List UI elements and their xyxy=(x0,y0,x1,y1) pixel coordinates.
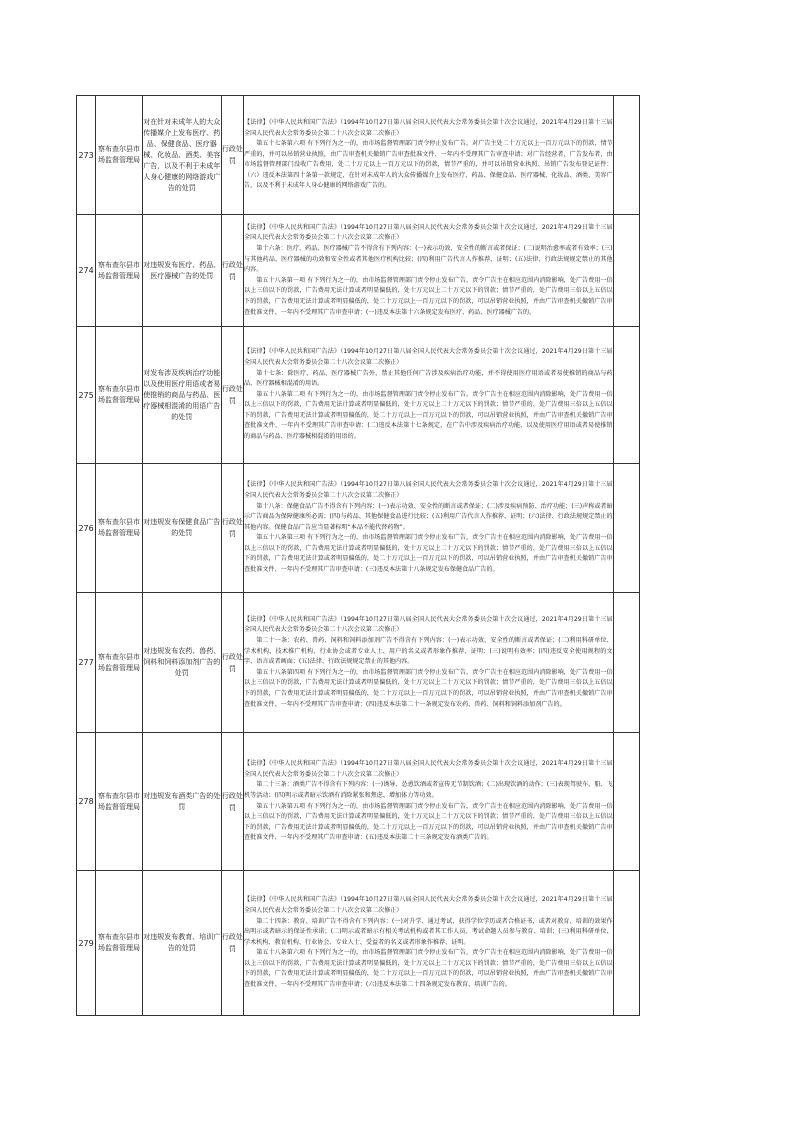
legal-basis-paragraph: 【法律】《中华人民共和国广告法》（1994年10月27日第八届全国人民代表大会常务委员会第十次会议通过，2021年4月29日第十三届全国人民代表大会常务委员会第二十八次会议第二次修正） xyxy=(244,760,613,778)
table-row xyxy=(77,733,640,871)
legal-basis-paragraph: 第五十八条第六项 有下列行为之一的，由市场监督管理部门责令停止发布广告，责令广告主在相应范围内消除影响，处广告费用一倍以上三倍以下的罚款，广告费用无法计算或者明显偏低的，处十万元以上二十万元以下的罚款；情节严重的，处广告费用三倍以上五倍以下的罚款，广告费用无法计算或者明显偏低的，处二十万元以上一百万元以下的罚款，可以吊销营业执照，并由广告审查机关撤销广告审查批准文件、一年内不受理其广告审查申请：(六)违反本法第二十四条规定发布教育、培训广告的。 xyxy=(244,949,613,989)
enforcement-agency: 察布查尔县市场监督管理局 xyxy=(96,593,143,733)
power-type: 行政处罚 xyxy=(221,871,243,1016)
legal-basis-paragraph: 第十六条：医疗、药品、医疗器械广告不得含有下列内容：(一)表示功效、安全性的断言或者保证；(二)说明治愈率或者有效率；(三)与其他药品、医疗器械的功效和安全性或者其他医疗机构比较；(四)利用广告代言人作推荐、证明；(五)法律、行政法规规定禁止的其他内容。 xyxy=(244,245,613,274)
power-type: 行政处罚 xyxy=(221,733,243,871)
legal-basis-paragraph: 【法律】《中华人民共和国广告法》（1994年10月27日第八届全国人民代表大会常务委员会第十次会议通过，2021年4月29日第十三届全国人民代表大会常务委员会第二十八次会议第二次修正） xyxy=(244,481,613,499)
legal-basis-paragraph: 第十七条：除医疗、药品、医疗器械广告外，禁止其他任何广告涉及疾病治疗功能，并不得使用医疗用语或者易使推销的商品与药品、医疗器械相混淆的用语。 xyxy=(244,369,613,388)
legal-basis-paragraph: 【法律】《中华人民共和国广告法》（1994年10月27日第八届全国人民代表大会常务委员会第十次会议通过，2021年4月29日第十三届全国人民代表大会常务委员会第二十八次会议第二次修正） xyxy=(244,348,613,366)
enforcement-agency: 察布查尔县市场监督管理局 xyxy=(96,215,143,327)
legal-basis-paragraph: 第五十八条第一项 有下列行为之一的，由市场监督管理部门责令停止发布广告，责令广告主在相应范围内消除影响，处广告费用一倍以上三倍以下的罚款，广告费用无法计算或者明显偏低的，处十万元以上二十万元以下的罚款；情节严重的，处广告费用三倍以上五倍以下的罚款，广告费用无法计算或者明显偏低的，处二十万元以上一百万元以下的罚款，可以吊销营业执照，并由广告审查机关撤销广告审查批准文件、一年内不受理其广告审查申请：(一)违反本法第十六条规定发布医疗、药品、医疗器械广告的。 xyxy=(244,276,613,316)
row-number: 274 xyxy=(77,215,96,327)
enforcement-agency: 察布查尔县市场监督管理局 xyxy=(96,733,143,871)
table-row xyxy=(77,871,640,1016)
legal-basis-paragraph: 第二十四条：教育、培训广告不得含有下列内容：(一)对升学、通过考试、获得学位学历或者合格证书，或者对教育、培训的效果作出明示或者暗示的保证性承诺；(二)明示或者暗示有相关考试机构或者其工作人员、考试命题人员参与教育、培训；(三)利用科研单位、学术机构、教育机构、行业协会、专业人士、受益者的名义或者形象作推荐、证明。 xyxy=(244,917,613,946)
power-type: 行政处罚 xyxy=(221,464,243,593)
power-type: 行政处罚 xyxy=(221,215,243,327)
legal-basis-paragraph: 第五十八条第五项 有下列行为之一的，由市场监督管理部门责令停止发布广告，责令广告主在相应范围内消除影响，处广告费用一倍以上三倍以下的罚款，广告费用无法计算或者明显偏低的，处十万元以上二十万元以下的罚款；情节严重的，处广告费用三倍以上五倍以下的罚款，广告费用无法计算或者明显偏低的，处二十万元以上一百万元以下的罚款，可以吊销营业执照，并由广告审查机关撤销广告审查批准文件、一年内不受理其广告审查申请：(五)违反本法第二十三条规定发布酒类广告的。 xyxy=(244,802,613,842)
table-row xyxy=(77,593,640,733)
row-number: 273 xyxy=(77,96,96,215)
penalty-item-name: 对发布涉及疾病治疗功能以及使用医疗用语或者易使推销的商品与药品、医疗器械相混淆的用语广告的处罚 xyxy=(142,327,221,464)
legal-basis xyxy=(244,96,614,215)
remarks-cell xyxy=(613,733,639,871)
table-row xyxy=(77,327,640,464)
legal-basis-paragraph: 第五十八条第三项 有下列行为之一的，由市场监督管理部门责令停止发布广告，责令广告主在相应范围内消除影响，处广告费用一倍以上三倍以下的罚款，广告费用无法计算或者明显偏低的，处十万元以上二十万元以下的罚款；情节严重的，处广告费用三倍以上五倍以下的罚款，广告费用无法计算或者明显偏低的，处二十万元以上一百万元以下的罚款，可以吊销营业执照，并由广告审查机关撤销广告审查批准文件、一年内不受理其广告审查申请：(三)违反本法第十八条规定发布保健食品广告的。 xyxy=(244,534,613,574)
row-number: 277 xyxy=(77,593,96,733)
table-row xyxy=(77,464,640,593)
legal-basis-paragraph: 第二十三条：酒类广告不得含有下列内容：(一)诱导、怂恿饮酒或者宣传无节制饮酒；(二)出现饮酒的动作；(三)表现驾驶车、船、飞机等活动；(四)明示或者暗示饮酒有消除紧张和焦虑、增加体力等功效。 xyxy=(244,781,613,799)
penalty-item-name: 对违规发布农药、兽药、饲料和饲料添加剂广告的处罚 xyxy=(142,593,221,733)
table-row xyxy=(77,215,640,327)
legal-basis-paragraph: 第十八条：保健食品广告不得含有下列内容：(一)表示功效、安全性的断言或者保证；(二)涉及疾病预防、治疗功能；(三)声称或者暗示广告商品为保障健康所必需；(四)与药品、其他保健食品进行比较；(五)利用广告代言人作推荐、证明；(六)法律、行政法规规定禁止的其他内容。保健食品广告应当显著标明“本品不能代替药物”。 xyxy=(244,502,613,531)
remarks-cell xyxy=(613,464,639,593)
legal-basis-paragraph: 【法律】《中华人民共和国广告法》（1994年10月27日第八届全国人民代表大会常务委员会第十次会议通过，2021年4月29日第十三届全国人民代表大会常务委员会第二十八次会议第二次修正） xyxy=(244,118,613,137)
remarks-cell xyxy=(613,215,639,327)
legal-basis xyxy=(244,215,614,327)
row-number: 276 xyxy=(77,464,96,593)
row-number: 278 xyxy=(77,733,96,871)
remarks-cell xyxy=(613,327,639,464)
row-number: 279 xyxy=(77,871,96,1016)
legal-basis-paragraph: 【法律】《中华人民共和国广告法》（1994年10月27日第八届全国人民代表大会常务委员会第十次会议通过，2021年4月29日第十三届全国人民代表大会常务委员会第二十八次会议第二次修正） xyxy=(244,896,613,914)
penalty-item-name: 对违规发布酒类广告的处罚 xyxy=(142,733,221,871)
enforcement-agency: 察布查尔县市场监督管理局 xyxy=(96,96,143,215)
power-type: 行政处罚 xyxy=(221,593,243,733)
remarks-cell xyxy=(613,871,639,1016)
penalty-item-name: 对违规发布医疗、药品、医疗器械广告的处罚 xyxy=(142,215,221,327)
legal-basis-paragraph: 【法律】《中华人民共和国广告法》（1994年10月27日第八届全国人民代表大会常务委员会第十次会议通过，2021年4月29日第十三届全国人民代表大会常务委员会第二十八次会议第二次修正） xyxy=(244,223,613,242)
enforcement-agency: 察布查尔县市场监督管理局 xyxy=(96,871,143,1016)
table-row xyxy=(77,96,640,215)
legal-basis-paragraph: 【法律】《中华人民共和国广告法》（1994年10月27日第八届全国人民代表大会常务委员会第十次会议通过，2021年4月29日第十三届全国人民代表大会常务委员会第二十八次会议第二次修正） xyxy=(244,615,613,634)
legal-basis-paragraph: 第五十八条第四项 有下列行为之一的，由市场监督管理部门责令停止发布广告，责令广告主在相应范围内消除影响，处广告费用一倍以上三倍以下的罚款，广告费用无法计算或者明显偏低的，处十万元以上二十万元以下的罚款；情节严重的，处广告费用三倍以上五倍以下的罚款，广告费用无法计算或者明显偏低的，处二十万元以上一百万元以下的罚款，可以吊销营业执照，并由广告审查机关撤销广告审查批准文件、一年内不受理其广告审查申请：(四)违反本法第二十一条规定发布农药、兽药、饲料和饲料添加剂广告的。 xyxy=(244,668,613,708)
catalog-body xyxy=(77,96,640,1016)
legal-basis-paragraph: 第五十七条第六项 有下列行为之一的，由市场监督管理部门责令停止发布广告，对广告主处二十万元以上一百万元以下的罚款，情节严重的，并可以吊销营业执照，由广告审查机关撤销广告审查批准文件、一年内不受理其广告审查申请；对广告经营者、广告发布者，由市场监督管理部门没收广告费用，处二十万元以上一百万元以下的罚款，情节严重的，并可以吊销营业执照、吊销广告发布登记证件：（六）违反本法第四十条第一款规定，在针对未成年人的大众传播媒介上发布医疗、药品、保健食品、医疗器械、化妆品、酒类、美容广告，以及不利于未成年人身心健康的网络游戏广告的。 xyxy=(244,140,613,190)
penalty-catalog-table xyxy=(76,95,640,1016)
legal-basis xyxy=(244,327,614,464)
remarks-cell xyxy=(613,96,639,215)
legal-basis-paragraph: 第二十一条：农药、兽药、饲料和饲料添加剂广告不得含有下列内容：(一)表示功效、安全性的断言或者保证；(二)利用科研单位、学术机构、技术推广机构、行业协会或者专业人士、用户的名义或者形象作推荐、证明；(三)说明有效率；(四)违反安全使用规程的文字、语言或者画面；(五)法律、行政法规规定禁止的其他内容。 xyxy=(244,637,613,666)
row-number: 275 xyxy=(77,327,96,464)
enforcement-agency: 察布查尔县市场监督管理局 xyxy=(96,327,143,464)
legal-basis xyxy=(244,593,614,733)
legal-basis-paragraph: 第五十八条第二项 有下列行为之一的，由市场监督管理部门责令停止发布广告，责令广告主在相应范围内消除影响，处广告费用一倍以上三倍以下的罚款，广告费用无法计算或者明显偏低的，处十万元以上二十万元以下的罚款；情节严重的，处广告费用三倍以上五倍以下的罚款，广告费用无法计算或者明显偏低的，处二十万元以上一百万元以下的罚款，可以吊销营业执照，并由广告审查机关撤销广告审查批准文件、一年内不受理其广告审查申请：(二)违反本法第十七条规定，在广告中涉及疾病治疗功能，以及使用医疗用语或者易使推销的商品与药品、医疗器械相混淆的用语的。 xyxy=(244,390,613,441)
penalty-item-name: 对违规发布教育、培训广告的处罚 xyxy=(142,871,221,1016)
power-type: 行政处罚 xyxy=(221,327,243,464)
legal-basis xyxy=(244,733,614,871)
penalty-item-name: 对违规发布保健食品广告的处罚 xyxy=(142,464,221,593)
enforcement-agency: 察布查尔县市场监督管理局 xyxy=(96,464,143,593)
power-type: 行政处罚 xyxy=(221,96,243,215)
legal-basis xyxy=(244,464,614,593)
remarks-cell xyxy=(613,593,639,733)
legal-basis xyxy=(244,871,614,1016)
penalty-item-name: 对在针对未成年人的大众传播媒介上发布医疗、药品、保健食品、医疗器械、化妆品、酒类、美容广告，以及不利于未成年人身心健康的网络游戏广告的处罚 xyxy=(142,96,221,215)
